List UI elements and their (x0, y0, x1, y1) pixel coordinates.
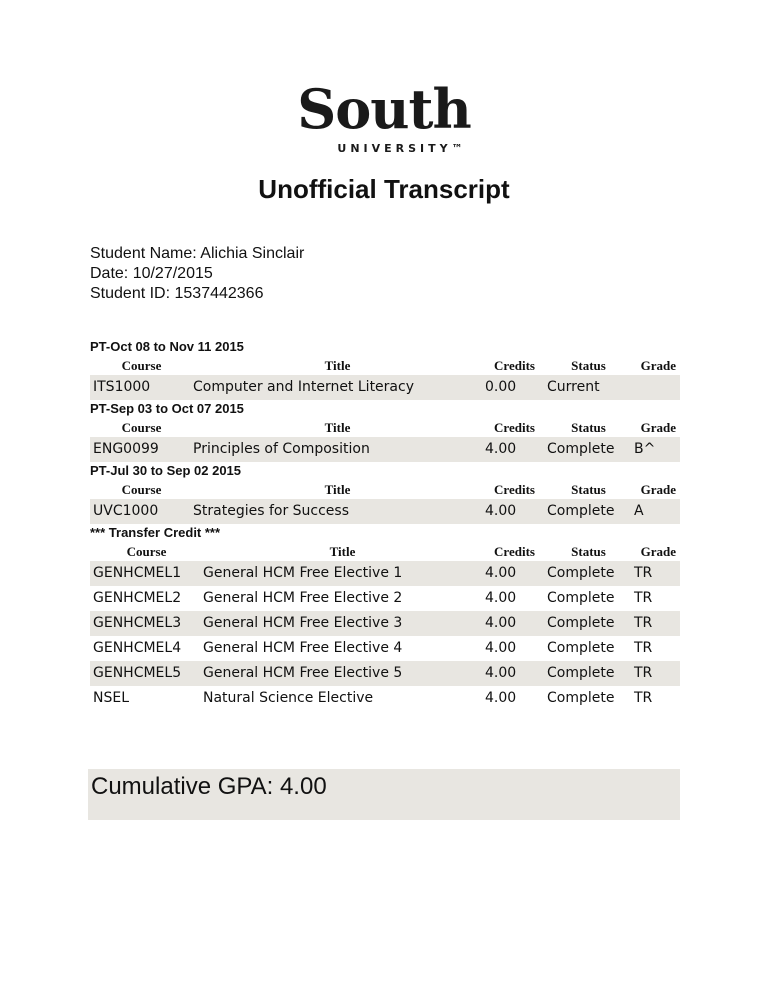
cell-course: GENHCMEL1 (93, 565, 182, 581)
header-status: Status (571, 482, 606, 497)
cell-status: Complete (547, 615, 615, 631)
cell-credits: 4.00 (485, 565, 517, 581)
cell-grade: A (634, 503, 644, 519)
cell-status: Complete (547, 590, 615, 606)
cell-grade: TR (634, 665, 653, 681)
term-label: PT-Jul 30 to Sep 02 2015 (90, 463, 242, 478)
table-row (90, 437, 680, 462)
cell-status: Complete (547, 441, 615, 457)
student-name: Student Name: Alichia Sinclair (90, 245, 305, 262)
term-section (90, 338, 680, 400)
cell-course: GENHCMEL5 (93, 665, 182, 681)
cell-title: Strategies for Success (193, 503, 350, 519)
cell-title: General HCM Free Elective 5 (203, 665, 403, 681)
table-row (90, 375, 680, 400)
term-label: PT-Sep 03 to Oct 07 2015 (90, 401, 244, 416)
page-title: Unofficial Transcript (258, 174, 510, 204)
cell-course: ITS1000 (93, 379, 151, 395)
cell-status: Complete (547, 565, 615, 581)
transcript-date: Date: 10/27/2015 (90, 265, 213, 282)
cell-course: GENHCMEL3 (93, 615, 182, 631)
term-label: *** Transfer Credit *** (90, 525, 221, 540)
cell-credits: 4.00 (485, 615, 517, 631)
header-course: Course (121, 358, 162, 373)
header-status: Status (571, 358, 606, 373)
cell-credits: 4.00 (485, 640, 517, 656)
cell-grade: B^ (634, 441, 656, 457)
cell-credits: 4.00 (485, 590, 517, 606)
header-credits: Credits (494, 358, 535, 373)
table-row (90, 611, 680, 636)
header-grade: Grade (640, 544, 676, 559)
table-row (90, 561, 680, 586)
student-info (90, 244, 304, 304)
cell-status: Current (547, 379, 600, 395)
cell-course: NSEL (93, 690, 130, 706)
cell-grade: TR (634, 640, 653, 656)
table-row (90, 686, 680, 711)
cell-title: Natural Science Elective (203, 690, 374, 706)
table-row (90, 661, 680, 686)
cell-title: Computer and Internet Literacy (193, 379, 414, 395)
term-label: PT-Oct 08 to Nov 11 2015 (90, 339, 244, 354)
cell-status: Complete (547, 690, 615, 706)
table-header (90, 356, 680, 375)
header-grade: Grade (640, 358, 676, 373)
header-credits: Credits (494, 544, 535, 559)
cell-title: General HCM Free Elective 2 (203, 590, 403, 606)
cell-credits: 4.00 (485, 503, 517, 519)
cumulative-gpa: Cumulative GPA: 4.00 (88, 769, 680, 820)
cell-credits: 4.00 (485, 441, 517, 457)
table-header (90, 418, 680, 437)
header-credits: Credits (494, 482, 535, 497)
table-row (90, 586, 680, 611)
term-section (90, 462, 680, 524)
cell-title: General HCM Free Elective 1 (203, 565, 403, 581)
cell-course: GENHCMEL2 (93, 590, 182, 606)
header-status: Status (571, 544, 606, 559)
logo-subtitle: UNIVERSITY™ (337, 142, 467, 155)
term-section (90, 524, 680, 711)
cell-course: UVC1000 (93, 503, 159, 519)
header-title: Title (329, 544, 356, 559)
header-course: Course (126, 544, 167, 559)
table-row (90, 636, 680, 661)
header-grade: Grade (640, 420, 676, 435)
table-header (90, 542, 680, 561)
cell-grade: TR (634, 690, 653, 706)
cell-title: General HCM Free Elective 3 (203, 615, 403, 631)
term-section (90, 400, 680, 462)
header-status: Status (571, 420, 606, 435)
logo-wordmark: South (297, 77, 471, 141)
cell-grade: TR (634, 615, 653, 631)
course-sections (90, 338, 680, 711)
cell-credits: 4.00 (485, 690, 517, 706)
cell-title: General HCM Free Elective 4 (203, 640, 403, 656)
header-course: Course (121, 482, 162, 497)
header-title: Title (324, 420, 351, 435)
header-grade: Grade (640, 482, 676, 497)
table-row (90, 499, 680, 524)
cell-title: Principles of Composition (193, 441, 370, 457)
cell-grade: TR (634, 590, 653, 606)
header-credits: Credits (494, 420, 535, 435)
cell-credits: 4.00 (485, 665, 517, 681)
cell-grade: TR (634, 565, 653, 581)
south-university-logo (0, 76, 768, 156)
cell-grade (630, 375, 680, 400)
cell-course: GENHCMEL4 (93, 640, 182, 656)
cell-course: ENG0099 (93, 441, 159, 457)
header-course: Course (121, 420, 162, 435)
header-title: Title (324, 482, 351, 497)
cell-status: Complete (547, 503, 615, 519)
table-header (90, 480, 680, 499)
header-title: Title (324, 358, 351, 373)
cell-credits: 0.00 (485, 379, 517, 395)
cell-status: Complete (547, 665, 615, 681)
student-id: Student ID: 1537442366 (90, 285, 264, 302)
cell-status: Complete (547, 640, 615, 656)
